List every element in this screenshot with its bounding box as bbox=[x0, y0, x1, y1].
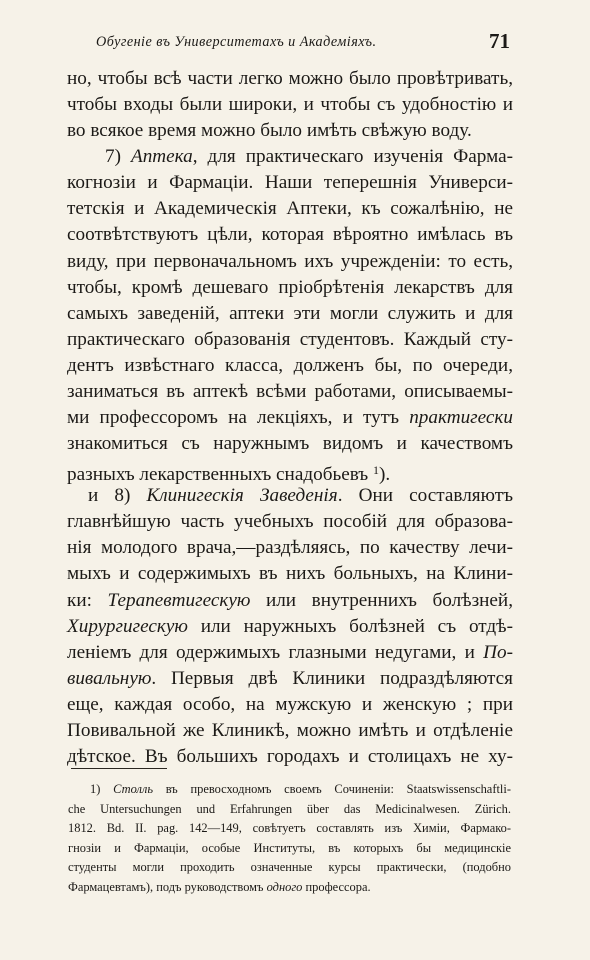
text-line: виду, при первоначальномъ ихъ учрежденіи: то есть, bbox=[67, 250, 513, 272]
text-run: 7) bbox=[105, 146, 131, 168]
footnote-line: гнозіи и Фармаціи, особые Институты, въ которыхъ бы медицинскіе bbox=[68, 840, 511, 855]
text-run: и 8) bbox=[88, 485, 147, 507]
footnote-divider bbox=[71, 768, 167, 769]
text-line: тетскія и Академическія Аптеки, къ сожалѣнію, не bbox=[67, 198, 513, 220]
footnote-line bbox=[68, 780, 511, 800]
italic-term: Хирургигескую bbox=[67, 615, 188, 637]
italic-term: вивальную bbox=[67, 667, 152, 689]
italic-term: Терапевтигескую bbox=[107, 589, 251, 611]
text-line: дентъ извѣстнаго класса, долженъ бы, по очереди, bbox=[67, 354, 513, 376]
italic-term: одного bbox=[266, 879, 303, 894]
text-line: мыхъ и содержимыхъ въ нихъ больныхъ, на Клини- bbox=[67, 563, 513, 585]
text-run: . Они составляютъ bbox=[337, 485, 513, 507]
italic-term: Аптека bbox=[130, 146, 193, 168]
text-run: ). bbox=[379, 464, 391, 486]
text-line bbox=[67, 588, 513, 614]
text-line bbox=[67, 144, 513, 170]
text-line: главнѣйшую часть учебныхъ пособій для образова- bbox=[67, 511, 513, 533]
text-run: ки: bbox=[67, 589, 108, 611]
text-run: ми профессоромъ на лекціяхъ, и тутъ bbox=[67, 407, 410, 429]
text-line: нія молодого врача,—раздѣляясь, по качеству лечи- bbox=[67, 537, 513, 559]
text-run: или наружныхъ болѣзней съ отдѣ- bbox=[187, 615, 513, 637]
italic-term: Клинигескія Заведенія bbox=[146, 485, 338, 507]
text-line bbox=[67, 666, 513, 692]
text-run: или внутреннихъ болѣзней, bbox=[250, 589, 513, 611]
footnote-marker: 1 bbox=[373, 463, 380, 478]
text-line bbox=[67, 614, 513, 640]
text-line: когнозіи и Фармаціи. Наши теперешнія Универси- bbox=[67, 172, 513, 194]
text-line: еще, каждая особо, на мужскую и женскую ; при bbox=[67, 693, 513, 715]
text-line bbox=[67, 405, 513, 431]
running-title: Обугеніе въ Университетахъ и Академіяхъ. bbox=[96, 34, 377, 50]
text-line: соотвѣтствуютъ цѣли, которая вѣроятно имѣлась въ bbox=[67, 224, 513, 246]
text-line: самыхъ заведеній, аптеки эти могли служить и для bbox=[67, 302, 513, 324]
text-line: заниматься въ аптекѣ всѣми работами, описываемы- bbox=[67, 380, 513, 402]
text-line: чтобы, кромѣ дешеваго пріобрѣтенія лекарствъ для bbox=[67, 276, 513, 298]
text-run: Фармацевтамъ), подъ руководствомъ bbox=[68, 879, 267, 894]
text-run: профессора. bbox=[302, 879, 371, 894]
text-line bbox=[67, 640, 513, 666]
text-line: но, чтобы всѣ части легко можно было провѣтривать, bbox=[67, 68, 513, 89]
text-line bbox=[67, 483, 513, 509]
footnote-line: 1812. Bd. II. pag. 142—149, совѣтуетъ составлять изъ Химіи, Фармако- bbox=[68, 821, 511, 836]
text-line: знакомиться съ наружнымъ видомъ и качествомъ bbox=[67, 433, 513, 455]
text-line: дѣтское. Въ большихъ городахъ и столицахъ не ху- bbox=[67, 746, 513, 768]
footnote-line: студенты могли проходить означенные курсы практически, (подобно bbox=[68, 860, 511, 875]
text-run: въ превосходномъ своемъ Сочиненіи: Staatswissenschaftli- bbox=[152, 782, 511, 796]
text-line: практическаго образованія студентовъ. Каждый сту- bbox=[67, 328, 513, 350]
text-line: во всякое время можно было имѣть свѣжую воду. bbox=[67, 120, 472, 142]
text-run: разныхъ лекарственныхъ снадобьевъ bbox=[67, 464, 374, 486]
italic-term: Столль bbox=[113, 782, 153, 796]
text-line: чтобы входы были широки, и чтобы съ удобностію и bbox=[67, 94, 513, 116]
text-run: леніемъ для одержимыхъ глазными недугами, и bbox=[67, 641, 484, 663]
italic-term: По- bbox=[483, 641, 513, 663]
footnote-line: che Untersuchungen und Erfahrungen über das Medicinalwesen. Zürich. bbox=[68, 801, 511, 816]
body-text bbox=[67, 66, 513, 770]
page-number: 71 bbox=[489, 29, 510, 53]
footnote-line bbox=[68, 878, 511, 898]
text-run: 1) bbox=[90, 782, 114, 796]
text-run: . Первыя двѣ Клиники подраздѣляются bbox=[151, 667, 513, 689]
text-run: , для практическаго изученія Фарма- bbox=[192, 146, 514, 168]
italic-term: практигески bbox=[409, 407, 513, 429]
text-line: Повивальной же Клиникѣ, можно имѣть и отдѣленіе bbox=[67, 719, 513, 741]
running-header bbox=[0, 29, 590, 55]
text-line bbox=[67, 457, 513, 486]
footnote-block bbox=[68, 780, 511, 898]
